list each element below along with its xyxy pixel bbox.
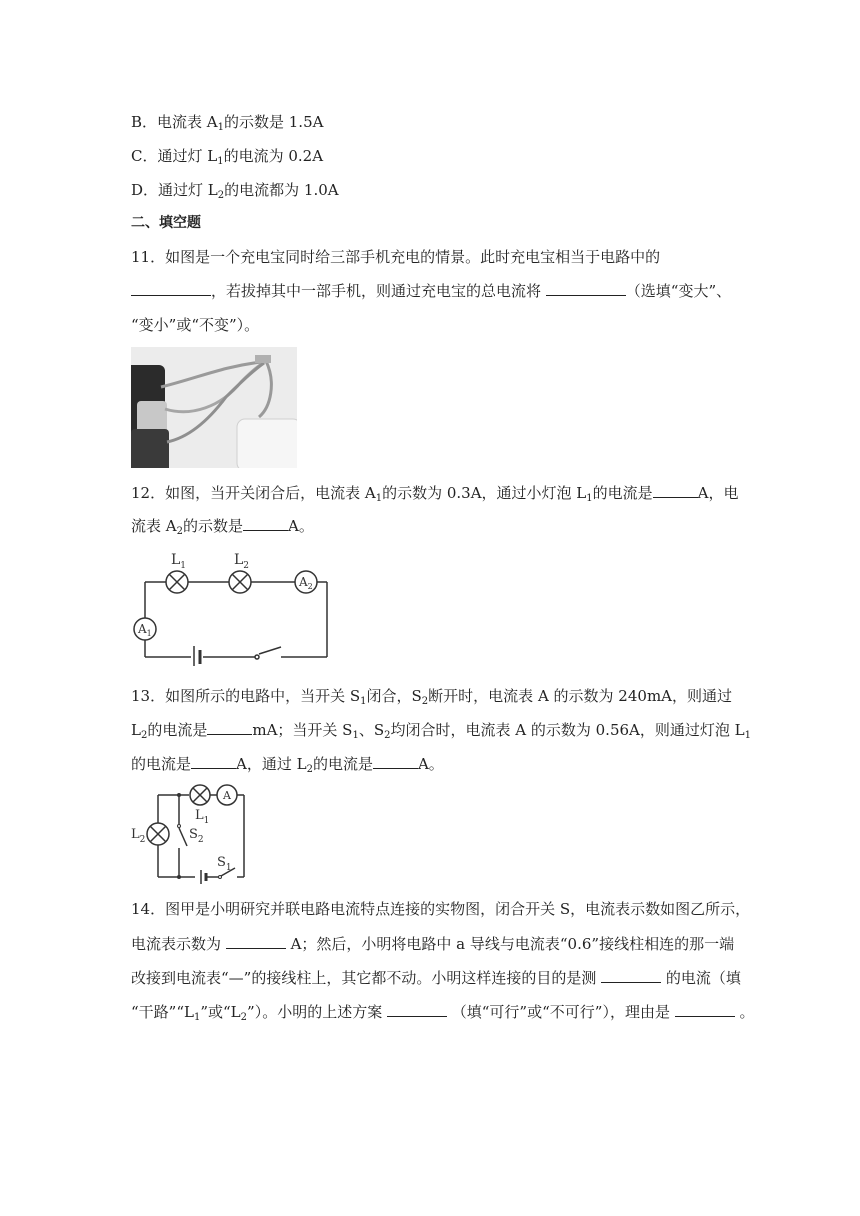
phone-3 (131, 429, 169, 468)
q12-blank-2[interactable] (243, 516, 288, 531)
label-s1: $S_1$ (217, 855, 232, 873)
label-s2: $S_2$ (189, 827, 204, 845)
q13-line3 (131, 754, 444, 774)
q13-circuit-diagram (131, 780, 251, 890)
q12-text-f: 的示数是 (182, 517, 243, 535)
q13-text-g: 、S (358, 721, 385, 739)
q13-text-e: 的电流是 (147, 721, 208, 739)
q12-circuit-diagram (131, 546, 341, 666)
q11-line2-end: （选填“变大”、 (625, 282, 732, 300)
q13-sub-b: 2 (421, 696, 429, 707)
q13-sub-j: 2 (306, 764, 313, 775)
q11-line1: 11．如图是一个充电宝同时给三部手机充电的情景。此时充电宝相当于电路中的 (131, 248, 661, 266)
q13-text-b: 闭合，S (366, 687, 422, 705)
option-d-suffix: 的电流都为 1.0A (224, 181, 339, 199)
q13-sub-f: 1 (352, 730, 359, 741)
option-c-suffix: 的电流为 0.2A (223, 147, 324, 165)
power-bank (237, 419, 297, 468)
option-c (131, 146, 323, 166)
option-d-sub: 2 (217, 190, 225, 201)
label-a: A (223, 789, 231, 802)
q14-text-e: “干路”“L (131, 1003, 194, 1021)
option-d-text: D．通过灯 L (131, 181, 218, 199)
option-c-sub: 1 (217, 156, 224, 167)
q11-line3: “变小”或“不变”）。 (131, 316, 260, 334)
q13-text-d: L (131, 721, 141, 739)
q11-blank-2[interactable] (546, 281, 626, 296)
option-c-text: C．通过灯 L (131, 147, 218, 165)
q14-blank-2[interactable] (601, 968, 661, 983)
label-a2: $A_2$ (299, 575, 313, 591)
q13-sub-a: 1 (360, 696, 367, 707)
label-a1: $A_1$ (138, 622, 152, 638)
q13-text-h: 均闭合时，电流表 A 的示数为 0.56A，则通过灯泡 L (390, 721, 745, 739)
option-b-sub: 1 (217, 122, 224, 133)
q14-text-d: 的电流（填 (665, 969, 741, 987)
q13-sub-d: 2 (140, 730, 148, 741)
q14-line2 (131, 934, 734, 954)
q12-text-d: A，电 (697, 484, 739, 502)
q14-text-f: ”或“L (200, 1003, 241, 1021)
label-l2: $L_2$ (131, 827, 146, 845)
q13-blank-1[interactable] (207, 720, 252, 735)
label-l2: $L_2$ (234, 552, 250, 571)
q13-text-a: 13．如图所示的电路中，当开关 S (131, 687, 361, 705)
q12-line2 (131, 516, 314, 536)
q14-blank-3[interactable] (387, 1002, 447, 1017)
q14-text-b: A；然后，小明将电路中 a 导线与电流表“0.6”接线柱相连的那一端 (290, 935, 735, 953)
q13-line1 (131, 686, 732, 706)
q12-line1 (131, 483, 739, 503)
option-d (131, 180, 339, 200)
q13-sub-g: 2 (384, 730, 391, 741)
q12-blank-1[interactable] (653, 483, 698, 498)
option-b-text: B．电流表 A (131, 113, 218, 131)
option-b-suffix: 的示数是 1.5A (224, 113, 324, 131)
q12-sub-e: 2 (176, 526, 183, 537)
q14-line1: 14．图甲是小明研究并联电路电流特点连接的实物图，闭合开关 S，电流表示数如图乙所示， (131, 900, 751, 918)
q11-line2 (131, 281, 731, 301)
q12-text-c: 的电流是 (592, 484, 653, 502)
power-bank-photo (131, 347, 297, 468)
q13-circuit (131, 780, 251, 890)
q13-text-f: mA；当开关 S (252, 721, 353, 739)
q12-sub-a: 1 (375, 493, 383, 504)
q14-line3 (131, 968, 741, 988)
q11-photo (131, 347, 297, 468)
q13-text-k: 的电流是 (312, 755, 373, 773)
q13-blank-3[interactable] (373, 754, 418, 769)
q13-text-l: A。 (417, 755, 444, 773)
q13-text-i: 的电流是 (131, 755, 192, 773)
q13-text-c: 断开时，电流表 A 的示数为 240mA，则通过 (428, 687, 732, 705)
q14-blank-1[interactable] (226, 934, 286, 949)
q12-text-b: 的示数为 0.3A，通过小灯泡 L (382, 484, 587, 502)
label-l1: $L_1$ (171, 552, 187, 571)
q13-text-j: A，通过 L (236, 755, 307, 773)
q12-text-a: 12．如图，当开关闭合后，电流表 A (131, 484, 376, 502)
section-heading: 二、填空题 (131, 215, 201, 231)
q14-text-a: 电流表示数为 (131, 935, 222, 953)
q13-line2 (131, 720, 751, 740)
q14-blank-4[interactable] (675, 1002, 735, 1017)
label-l1: $L_1$ (195, 808, 210, 826)
q12-sub-b: 1 (586, 493, 593, 504)
q14-sub-e: 1 (193, 1012, 201, 1023)
q14-text-g: ”）。小明的上述方案 (247, 1003, 383, 1021)
q14-text-h: （填“可行”或“不可行”），理由是 (451, 1003, 670, 1021)
q12-text-g: A。 (288, 517, 314, 535)
q13-blank-2[interactable] (191, 754, 236, 769)
q14-line4 (131, 1002, 755, 1022)
q14-sub-f: 2 (240, 1012, 248, 1023)
q11-blank-1[interactable] (131, 281, 211, 296)
q12-text-e: 流表 A (131, 517, 177, 535)
q12-circuit (131, 546, 341, 666)
q11-line2-mid: ，若拔掉其中一部手机，则通过充电宝的总电流将 (211, 282, 542, 300)
option-b (131, 112, 323, 132)
q14-text-c: 改接到电流表“—”的接线柱上，其它都不动。小明这样连接的目的是测 (131, 969, 597, 987)
q13-sub-h: 1 (744, 730, 751, 741)
q14-text-i: 。 (739, 1003, 755, 1021)
